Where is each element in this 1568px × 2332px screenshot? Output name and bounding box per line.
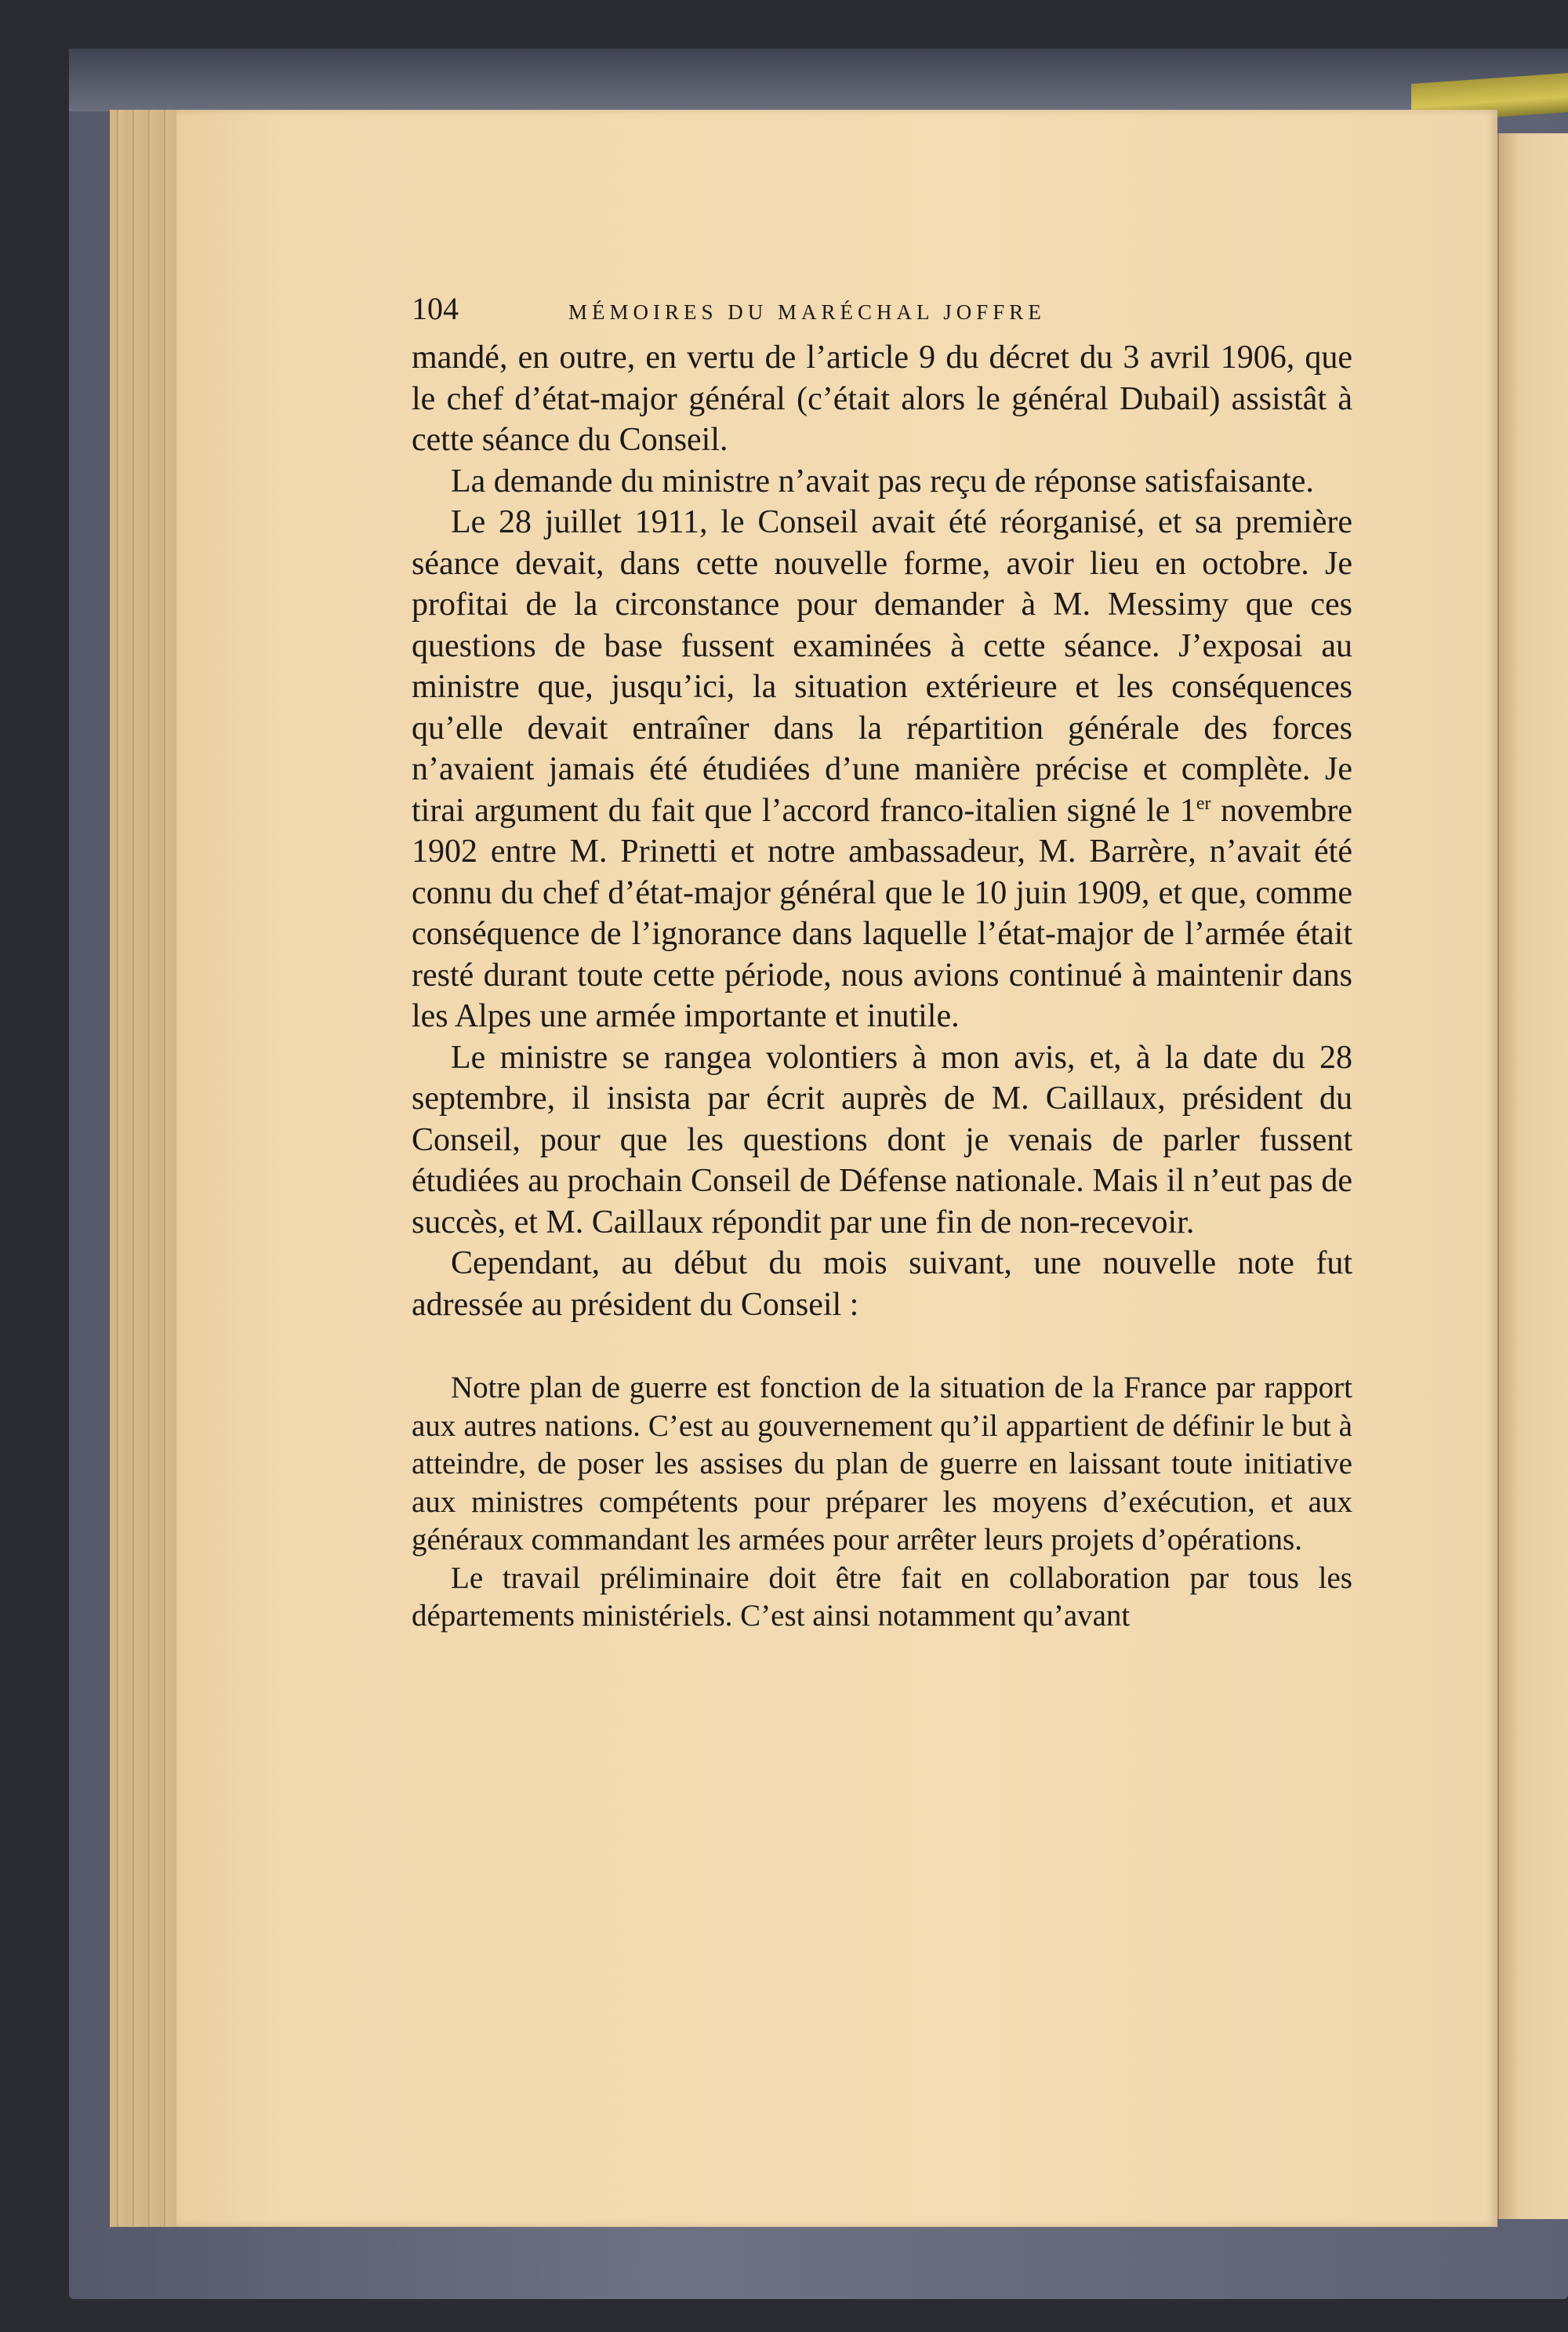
paragraph-5: Cependant, au début du mois suivant, une nouvelle note fut adressée au président du Conseil : (412, 1245, 1352, 1323)
running-head (412, 290, 1352, 337)
running-title: MÉMOIRES DU MARÉCHAL JOFFRE (568, 300, 1046, 324)
paragraph-4: Le ministre se rangea volontiers à mon avis, et, à la date du 28 septembre, il insista par écrit auprès de M. Caillaux, président du Conseil, pour que les questions dont je venais de parler fussent étudiées au prochain Conseil de Défense nationale. Mais il n’eut pas de succès, et M. Caillaux répondit par une fin de non-recevoir. (412, 1039, 1352, 1240)
facing-page-edge (1497, 133, 1568, 2219)
paragraph-3-part-b: novembre 1902 entre M. Prinetti et notre ambassadeur, M. Barrère, n’avait été connu du chef d’état-major général que le 10 juin 1909, et que, comme conséquence de l’ignorance dans laquelle l’état-major de l’armée était resté durant toute cette période, nous avions continué à maintenir dans les Alpes une armée importante et inutile. (412, 792, 1352, 1034)
page-number: 104 (412, 291, 459, 326)
quoted-note (412, 1369, 1352, 1636)
book-cover-top-edge (69, 49, 1568, 111)
paragraph-3 (412, 502, 1352, 1037)
quote-paragraph-1: Notre plan de guerre est fonction de la situation de la France par rapport aux autres nations. C’est au gouvernement qu’il appartient de définir le but à atteindre, de poser les assises du plan de guerre en laissant toute initiative aux ministres compétents pour préparer les moyens d’exécution, et aux généraux commandant les armées pour arrêter leurs projets d’opérations. (412, 1371, 1352, 1556)
paragraph-2: La demande du ministre n’avait pas reçu de réponse satisfaisante. (451, 463, 1314, 499)
paragraph-1: mandé, en outre, en vertu de l’article 9 du décret du 3 avril 1906, que le chef d’état-major général (c’était alors le général Dubail) assistât à cette séance du Conseil. (412, 340, 1352, 458)
quote-paragraph-2: Le travail préliminaire doit être fait en collaboration par tous les départements ministériels. C’est ainsi notamment qu’avant (412, 1560, 1352, 1633)
page-content (412, 290, 1352, 1636)
ordinal-superscript: er (1196, 793, 1211, 814)
paragraph-3-part-a: Le 28 juillet 1911, le Conseil avait été réorganisé, et sa première séance devait, dans cette nouvelle forme, avoir lieu en octobre. Je profitai de la circonstance pour demander à M. Messimy que ces questions de base fussent examinées à cette séance. J’exposai au ministre que, jusqu’ici, la situation extérieure et les conséquences qu’elle devait entraîner dans la répartition générale des forces n’avaient jamais été étudiées d’une manière précise et complète. Je tirai argument du fait que l’accord franco-italien signé le 1 (412, 504, 1352, 829)
